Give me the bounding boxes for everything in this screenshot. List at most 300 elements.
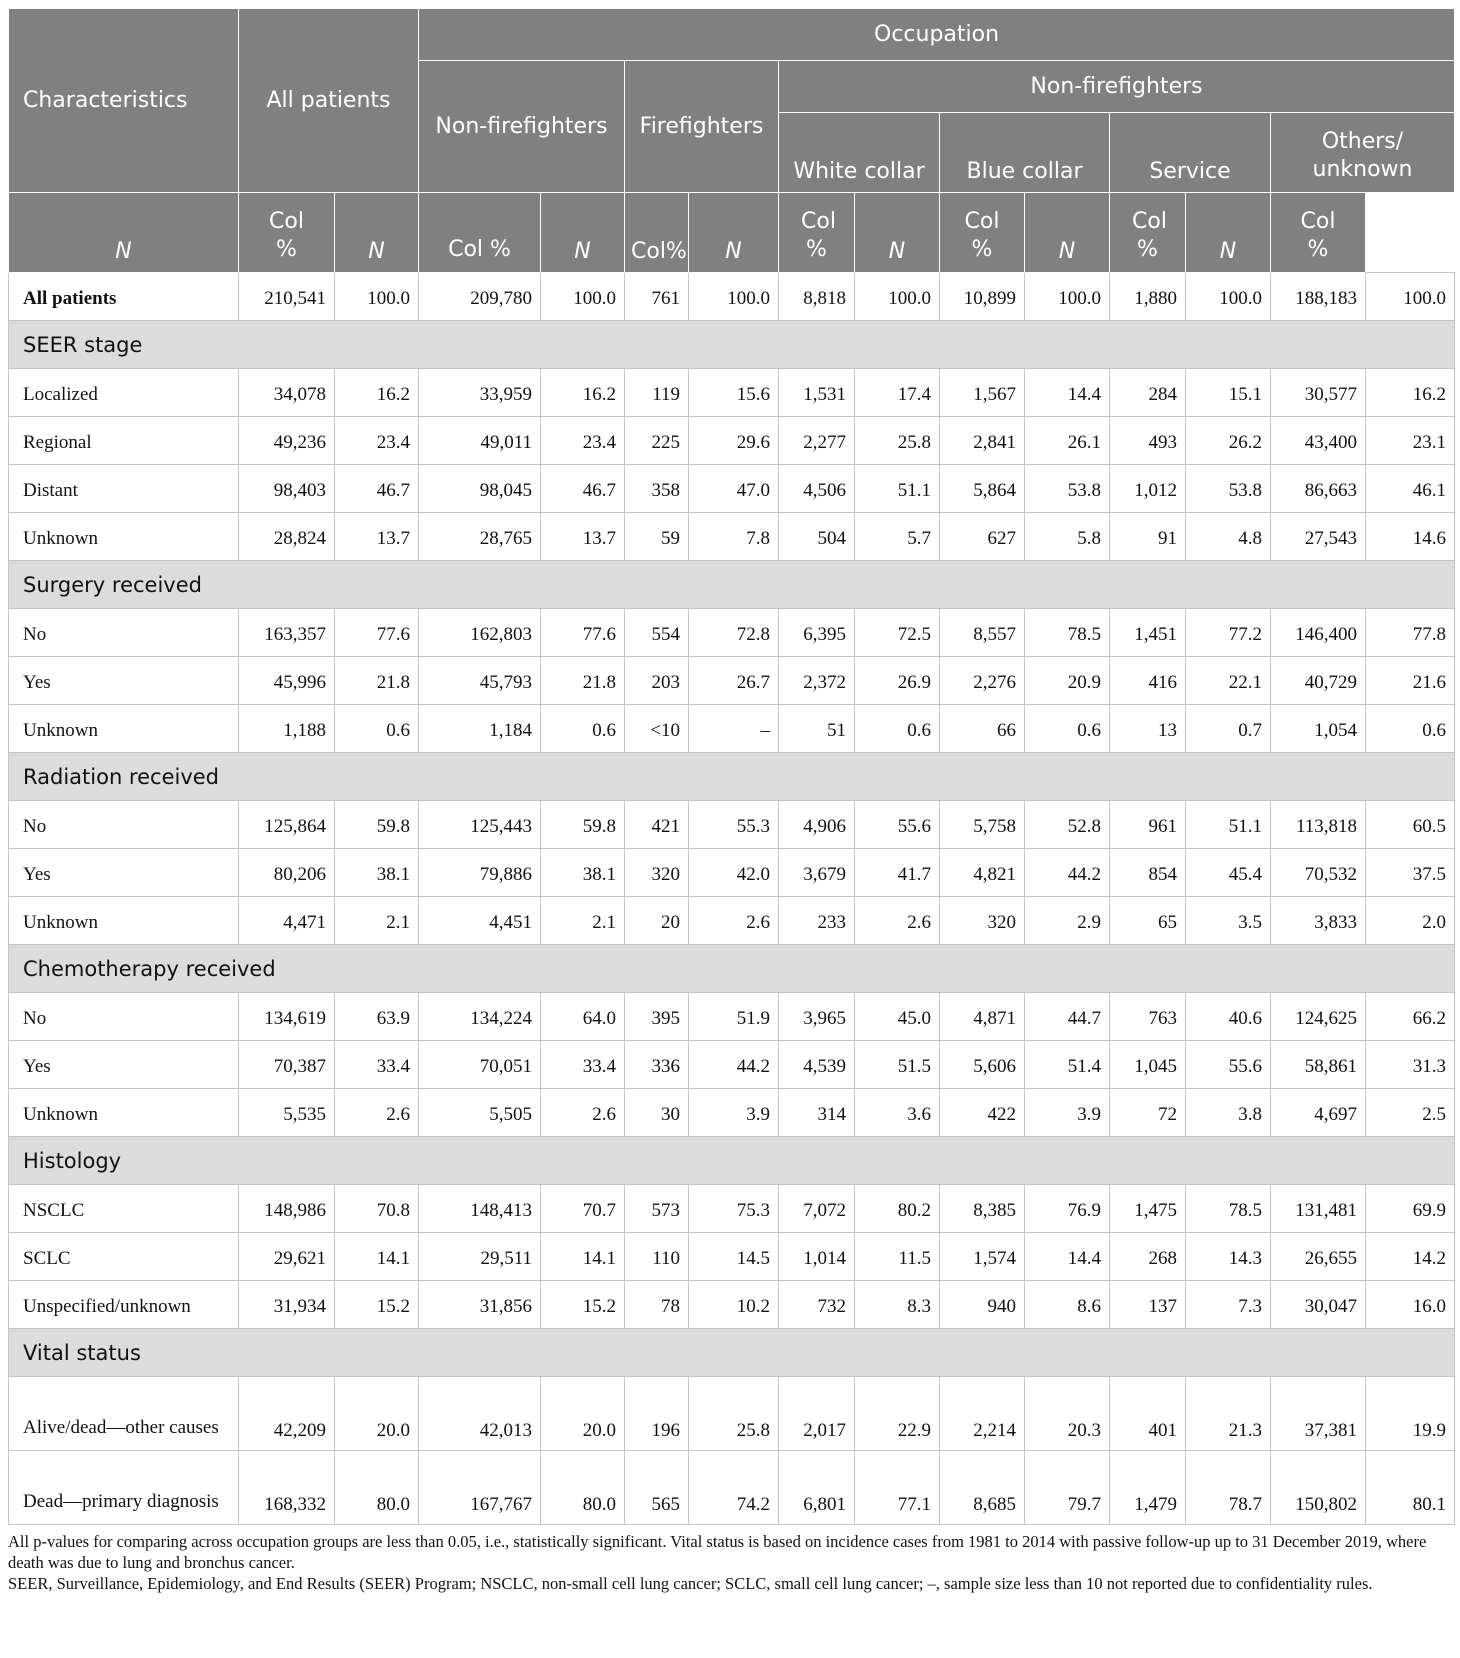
section-row [9, 1137, 1455, 1185]
cell-n: 1,475 [1110, 1185, 1186, 1233]
cell-col-pct: 100.0 [541, 273, 625, 321]
cell-col-pct: 2.6 [689, 897, 779, 945]
cell-n: 854 [1110, 849, 1186, 897]
cell-n: 268 [1110, 1233, 1186, 1281]
cell-col-pct: 76.9 [1025, 1185, 1110, 1233]
cell-n: 31,856 [419, 1281, 541, 1329]
table-row [9, 1185, 1455, 1233]
cell-n: 2,372 [779, 657, 855, 705]
header-non-firefighters-n: N [335, 193, 419, 273]
cell-col-pct: 80.1 [1366, 1451, 1455, 1525]
cell-n: 5,535 [239, 1089, 335, 1137]
cell-col-pct: 45.4 [1186, 849, 1271, 897]
cell-n: 761 [625, 273, 689, 321]
cell-n: 284 [1110, 369, 1186, 417]
cell-n: 1,184 [419, 705, 541, 753]
cell-col-pct: 16.2 [541, 369, 625, 417]
cell-n: 1,014 [779, 1233, 855, 1281]
cell-col-pct: 2.5 [1366, 1089, 1455, 1137]
cell-n: 42,209 [239, 1377, 335, 1451]
cell-n: 34,078 [239, 369, 335, 417]
header-non-firefighters: Non-firefighters [419, 61, 625, 193]
cell-n: 4,451 [419, 897, 541, 945]
row-label: Unknown [9, 1089, 239, 1137]
row-label: Yes [9, 657, 239, 705]
cell-n: 137 [1110, 1281, 1186, 1329]
cell-n: 8,557 [940, 609, 1025, 657]
cell-n: 2,841 [940, 417, 1025, 465]
header-others-unknown-col-pct: Col % [1271, 193, 1366, 273]
cell-n: 1,574 [940, 1233, 1025, 1281]
cell-col-pct: 80.0 [335, 1451, 419, 1525]
cell-n: 188,183 [1271, 273, 1366, 321]
cell-col-pct: 13.7 [541, 513, 625, 561]
cell-col-pct: 22.1 [1186, 657, 1271, 705]
cell-n: 940 [940, 1281, 1025, 1329]
table-body [9, 273, 1455, 1525]
cell-n: 49,011 [419, 417, 541, 465]
row-label: Distant [9, 465, 239, 513]
cell-n: 70,051 [419, 1041, 541, 1089]
footnotes [8, 1531, 1454, 1594]
cell-col-pct: 2.1 [541, 897, 625, 945]
cell-col-pct: 4.8 [1186, 513, 1271, 561]
cell-col-pct: 75.3 [689, 1185, 779, 1233]
cell-col-pct: 23.1 [1366, 417, 1455, 465]
cell-col-pct: 20.3 [1025, 1377, 1110, 1451]
cell-n: 162,803 [419, 609, 541, 657]
cell-n: 8,385 [940, 1185, 1025, 1233]
cell-col-pct: 2.0 [1366, 897, 1455, 945]
cell-col-pct: 15.6 [689, 369, 779, 417]
header-service: Service [1110, 113, 1271, 193]
section-title: Vital status [9, 1329, 1455, 1377]
cell-col-pct: 15.1 [1186, 369, 1271, 417]
cell-col-pct: 21.6 [1366, 657, 1455, 705]
cell-col-pct: 77.6 [541, 609, 625, 657]
cell-n: 5,505 [419, 1089, 541, 1137]
cell-n: 65 [1110, 897, 1186, 945]
cell-col-pct: – [689, 705, 779, 753]
cell-col-pct: 0.6 [541, 705, 625, 753]
table-row [9, 897, 1455, 945]
table-row [9, 993, 1455, 1041]
header-occupation: Occupation [419, 9, 1455, 61]
cell-n: 4,821 [940, 849, 1025, 897]
cell-col-pct: 53.8 [1025, 465, 1110, 513]
cell-n: 3,833 [1271, 897, 1366, 945]
cell-col-pct: 51.5 [855, 1041, 940, 1089]
cell-col-pct: 51.1 [1186, 801, 1271, 849]
header-others-unknown-n: N [1186, 193, 1271, 273]
cell-n: 40,729 [1271, 657, 1366, 705]
section-title: Surgery received [9, 561, 1455, 609]
cell-n: 1,054 [1271, 705, 1366, 753]
row-label: Regional [9, 417, 239, 465]
cell-n: 30,047 [1271, 1281, 1366, 1329]
cell-col-pct: 15.2 [335, 1281, 419, 1329]
cell-col-pct: 25.8 [855, 417, 940, 465]
cell-n: 1,567 [940, 369, 1025, 417]
row-label: Yes [9, 1041, 239, 1089]
cell-col-pct: 33.4 [541, 1041, 625, 1089]
cell-col-pct: 33.4 [335, 1041, 419, 1089]
cell-col-pct: 41.7 [855, 849, 940, 897]
row-label: Alive/dead—other causes [9, 1377, 239, 1451]
cell-col-pct: 74.2 [689, 1451, 779, 1525]
cell-col-pct: 52.8 [1025, 801, 1110, 849]
cell-n: 1,451 [1110, 609, 1186, 657]
cell-n: 5,758 [940, 801, 1025, 849]
cell-n: 8,818 [779, 273, 855, 321]
cell-n: 5,606 [940, 1041, 1025, 1089]
cell-n: 4,506 [779, 465, 855, 513]
cell-col-pct: 3.5 [1186, 897, 1271, 945]
cell-n: 6,395 [779, 609, 855, 657]
cell-col-pct: 64.0 [541, 993, 625, 1041]
cell-col-pct: 0.7 [1186, 705, 1271, 753]
cell-n: 148,413 [419, 1185, 541, 1233]
cell-col-pct: 29.6 [689, 417, 779, 465]
section-title: Histology [9, 1137, 1455, 1185]
cell-col-pct: 80.2 [855, 1185, 940, 1233]
cell-col-pct: 70.7 [541, 1185, 625, 1233]
cell-n: 119 [625, 369, 689, 417]
cell-col-pct: 20.9 [1025, 657, 1110, 705]
cell-n: 209,780 [419, 273, 541, 321]
cell-col-pct: 100.0 [1025, 273, 1110, 321]
cell-n: 45,996 [239, 657, 335, 705]
cell-n: 732 [779, 1281, 855, 1329]
cell-n: 125,864 [239, 801, 335, 849]
sub-header-row [9, 193, 1455, 273]
cell-n: 168,332 [239, 1451, 335, 1525]
table-row [9, 273, 1455, 321]
cell-col-pct: 59.8 [541, 801, 625, 849]
cell-col-pct: 59.8 [335, 801, 419, 849]
cell-col-pct: 17.4 [855, 369, 940, 417]
row-label: Unknown [9, 705, 239, 753]
cell-col-pct: 25.8 [689, 1377, 779, 1451]
cell-col-pct: 63.9 [335, 993, 419, 1041]
cell-n: 4,906 [779, 801, 855, 849]
cell-n: 401 [1110, 1377, 1186, 1451]
cell-col-pct: 0.6 [1025, 705, 1110, 753]
cell-col-pct: 19.9 [1366, 1377, 1455, 1451]
header-non-firefighters-col-pct: Col % [419, 193, 541, 273]
cell-col-pct: 53.8 [1186, 465, 1271, 513]
cell-n: 7,072 [779, 1185, 855, 1233]
cell-n: 72 [1110, 1089, 1186, 1137]
cell-col-pct: 38.1 [335, 849, 419, 897]
cell-n: 573 [625, 1185, 689, 1233]
cell-n: 42,013 [419, 1377, 541, 1451]
cell-n: 148,986 [239, 1185, 335, 1233]
footnote-1: All p-values for comparing across occupation groups are less than 0.05, i.e., statistically significant. Vital status is based on incidence cases from 1981 to 2014 with passive follow-up up to 31 December 2019, where death was due to lung and bronchus cancer. [8, 1532, 1427, 1572]
cell-n: 163,357 [239, 609, 335, 657]
cell-col-pct: 40.6 [1186, 993, 1271, 1041]
cell-col-pct: 21.3 [1186, 1377, 1271, 1451]
cell-n: 320 [625, 849, 689, 897]
section-title: SEER stage [9, 321, 1455, 369]
cell-n: 131,481 [1271, 1185, 1366, 1233]
cell-col-pct: 20.0 [541, 1377, 625, 1451]
characteristics-table [8, 8, 1455, 1525]
cell-col-pct: 0.6 [855, 705, 940, 753]
table-row [9, 849, 1455, 897]
cell-col-pct: 23.4 [335, 417, 419, 465]
cell-col-pct: 47.0 [689, 465, 779, 513]
cell-n: 43,400 [1271, 417, 1366, 465]
cell-n: 422 [940, 1089, 1025, 1137]
cell-col-pct: 78.5 [1186, 1185, 1271, 1233]
cell-n: 26,655 [1271, 1233, 1366, 1281]
cell-col-pct: 14.4 [1025, 1233, 1110, 1281]
table-row [9, 513, 1455, 561]
cell-col-pct: 77.8 [1366, 609, 1455, 657]
cell-n: 2,276 [940, 657, 1025, 705]
cell-n: 627 [940, 513, 1025, 561]
cell-col-pct: 42.0 [689, 849, 779, 897]
cell-col-pct: 72.8 [689, 609, 779, 657]
section-row [9, 1329, 1455, 1377]
cell-col-pct: 22.9 [855, 1377, 940, 1451]
cell-n: 78 [625, 1281, 689, 1329]
cell-n: 1,188 [239, 705, 335, 753]
section-title: Chemotherapy received [9, 945, 1455, 993]
header-white-collar: White collar [779, 113, 940, 193]
cell-n: 565 [625, 1451, 689, 1525]
cell-col-pct: 16.0 [1366, 1281, 1455, 1329]
cell-col-pct: 66.2 [1366, 993, 1455, 1041]
header-others-unknown: Others/ unknown [1271, 113, 1455, 193]
table-row [9, 657, 1455, 705]
cell-n: 86,663 [1271, 465, 1366, 513]
cell-col-pct: 55.6 [1186, 1041, 1271, 1089]
cell-col-pct: 46.7 [335, 465, 419, 513]
cell-col-pct: 2.6 [855, 897, 940, 945]
table-row [9, 417, 1455, 465]
cell-col-pct: 14.3 [1186, 1233, 1271, 1281]
table-row [9, 1233, 1455, 1281]
cell-n: 554 [625, 609, 689, 657]
cell-n: 28,824 [239, 513, 335, 561]
cell-n: 20 [625, 897, 689, 945]
cell-col-pct: 5.7 [855, 513, 940, 561]
cell-n: 3,679 [779, 849, 855, 897]
cell-n: 58,861 [1271, 1041, 1366, 1089]
cell-n: 4,871 [940, 993, 1025, 1041]
cell-col-pct: 26.2 [1186, 417, 1271, 465]
cell-col-pct: 80.0 [541, 1451, 625, 1525]
cell-col-pct: 23.4 [541, 417, 625, 465]
cell-n: 79,886 [419, 849, 541, 897]
cell-n: 4,697 [1271, 1089, 1366, 1137]
row-label: Unspecified/unknown [9, 1281, 239, 1329]
cell-col-pct: 79.7 [1025, 1451, 1110, 1525]
header-white-collar-col-pct: Col % [779, 193, 855, 273]
section-row [9, 945, 1455, 993]
header-all-patients: All patients [239, 9, 419, 193]
cell-n: 4,471 [239, 897, 335, 945]
cell-n: 29,621 [239, 1233, 335, 1281]
cell-col-pct: 70.8 [335, 1185, 419, 1233]
cell-n: 66 [940, 705, 1025, 753]
cell-n: 59 [625, 513, 689, 561]
cell-n: 8,685 [940, 1451, 1025, 1525]
cell-n: 1,531 [779, 369, 855, 417]
cell-col-pct: 55.6 [855, 801, 940, 849]
cell-n: 421 [625, 801, 689, 849]
cell-col-pct: 5.8 [1025, 513, 1110, 561]
table-row [9, 1377, 1455, 1451]
cell-col-pct: 0.6 [1366, 705, 1455, 753]
cell-n: 80,206 [239, 849, 335, 897]
cell-n: 113,818 [1271, 801, 1366, 849]
cell-col-pct: 51.1 [855, 465, 940, 513]
section-row [9, 753, 1455, 801]
cell-col-pct: 77.2 [1186, 609, 1271, 657]
cell-col-pct: 26.1 [1025, 417, 1110, 465]
cell-col-pct: 0.6 [335, 705, 419, 753]
cell-n: 320 [940, 897, 1025, 945]
row-label: Localized [9, 369, 239, 417]
cell-col-pct: 14.6 [1366, 513, 1455, 561]
table-row [9, 705, 1455, 753]
cell-col-pct: 14.2 [1366, 1233, 1455, 1281]
cell-n: 37,381 [1271, 1377, 1366, 1451]
cell-col-pct: 51.9 [689, 993, 779, 1041]
cell-col-pct: 78.7 [1186, 1451, 1271, 1525]
cell-col-pct: 100.0 [855, 273, 940, 321]
cell-n: 504 [779, 513, 855, 561]
header-blue-collar-col-pct: Col % [940, 193, 1025, 273]
cell-col-pct: 26.7 [689, 657, 779, 705]
cell-n: 10,899 [940, 273, 1025, 321]
row-label: All patients [9, 273, 239, 321]
cell-n: 314 [779, 1089, 855, 1137]
row-label: Yes [9, 849, 239, 897]
header-firefighters-n: N [541, 193, 625, 273]
cell-col-pct: 15.2 [541, 1281, 625, 1329]
cell-col-pct: 78.5 [1025, 609, 1110, 657]
table-container [8, 8, 1454, 1594]
table-row [9, 1451, 1455, 1525]
table-row [9, 1281, 1455, 1329]
cell-col-pct: 3.6 [855, 1089, 940, 1137]
cell-col-pct: 2.6 [541, 1089, 625, 1137]
row-label: No [9, 609, 239, 657]
cell-n: 1,012 [1110, 465, 1186, 513]
table-row [9, 1089, 1455, 1137]
cell-n: 70,387 [239, 1041, 335, 1089]
header-firefighters-col-pct: Col% [625, 193, 689, 273]
cell-col-pct: 26.9 [855, 657, 940, 705]
cell-col-pct: 100.0 [335, 273, 419, 321]
cell-n: 203 [625, 657, 689, 705]
cell-n: <10 [625, 705, 689, 753]
cell-col-pct: 2.9 [1025, 897, 1110, 945]
cell-n: 134,619 [239, 993, 335, 1041]
table-row [9, 1041, 1455, 1089]
cell-n: 125,443 [419, 801, 541, 849]
table-row [9, 801, 1455, 849]
cell-col-pct: 55.3 [689, 801, 779, 849]
cell-n: 13 [1110, 705, 1186, 753]
table-row [9, 465, 1455, 513]
cell-col-pct: 77.6 [335, 609, 419, 657]
cell-n: 5,864 [940, 465, 1025, 513]
cell-n: 1,880 [1110, 273, 1186, 321]
cell-n: 961 [1110, 801, 1186, 849]
cell-col-pct: 38.1 [541, 849, 625, 897]
cell-n: 30,577 [1271, 369, 1366, 417]
header-non-firefighters-sub: Non-firefighters [779, 61, 1455, 113]
header-all-patients-col-pct: Col % [239, 193, 335, 273]
cell-n: 3,965 [779, 993, 855, 1041]
cell-n: 233 [779, 897, 855, 945]
cell-n: 98,403 [239, 465, 335, 513]
cell-n: 28,765 [419, 513, 541, 561]
row-label: Dead—primary diagnosis [9, 1451, 239, 1525]
header-characteristics: Characteristics [9, 9, 239, 193]
cell-n: 4,539 [779, 1041, 855, 1089]
row-label: No [9, 801, 239, 849]
cell-col-pct: 77.1 [855, 1451, 940, 1525]
cell-col-pct: 3.9 [689, 1089, 779, 1137]
cell-n: 493 [1110, 417, 1186, 465]
table-header [9, 9, 1455, 273]
cell-n: 150,802 [1271, 1451, 1366, 1525]
cell-col-pct: 20.0 [335, 1377, 419, 1451]
row-label: Unknown [9, 513, 239, 561]
cell-n: 29,511 [419, 1233, 541, 1281]
cell-n: 51 [779, 705, 855, 753]
cell-n: 2,017 [779, 1377, 855, 1451]
cell-col-pct: 21.8 [335, 657, 419, 705]
section-title: Radiation received [9, 753, 1455, 801]
cell-col-pct: 2.6 [335, 1089, 419, 1137]
cell-col-pct: 16.2 [335, 369, 419, 417]
cell-col-pct: 8.3 [855, 1281, 940, 1329]
cell-col-pct: 45.0 [855, 993, 940, 1041]
cell-n: 763 [1110, 993, 1186, 1041]
cell-n: 91 [1110, 513, 1186, 561]
row-label: Unknown [9, 897, 239, 945]
cell-n: 1,045 [1110, 1041, 1186, 1089]
cell-n: 146,400 [1271, 609, 1366, 657]
cell-col-pct: 7.8 [689, 513, 779, 561]
section-row [9, 321, 1455, 369]
cell-col-pct: 51.4 [1025, 1041, 1110, 1089]
cell-col-pct: 46.1 [1366, 465, 1455, 513]
header-white-collar-n: N [689, 193, 779, 273]
cell-col-pct: 2.1 [335, 897, 419, 945]
cell-n: 210,541 [239, 273, 335, 321]
cell-n: 33,959 [419, 369, 541, 417]
header-service-n: N [1025, 193, 1110, 273]
cell-col-pct: 44.7 [1025, 993, 1110, 1041]
table-row [9, 369, 1455, 417]
cell-col-pct: 16.2 [1366, 369, 1455, 417]
cell-col-pct: 14.5 [689, 1233, 779, 1281]
footnote-2: SEER, Surveillance, Epidemiology, and End Results (SEER) Program; NSCLC, non-small cell lung cancer; SCLC, small cell lung cancer; –, sample size less than 10 not reported due to confidentiality rules. [8, 1574, 1373, 1593]
cell-n: 196 [625, 1377, 689, 1451]
cell-n: 6,801 [779, 1451, 855, 1525]
cell-col-pct: 37.5 [1366, 849, 1455, 897]
cell-col-pct: 3.9 [1025, 1089, 1110, 1137]
cell-n: 2,277 [779, 417, 855, 465]
